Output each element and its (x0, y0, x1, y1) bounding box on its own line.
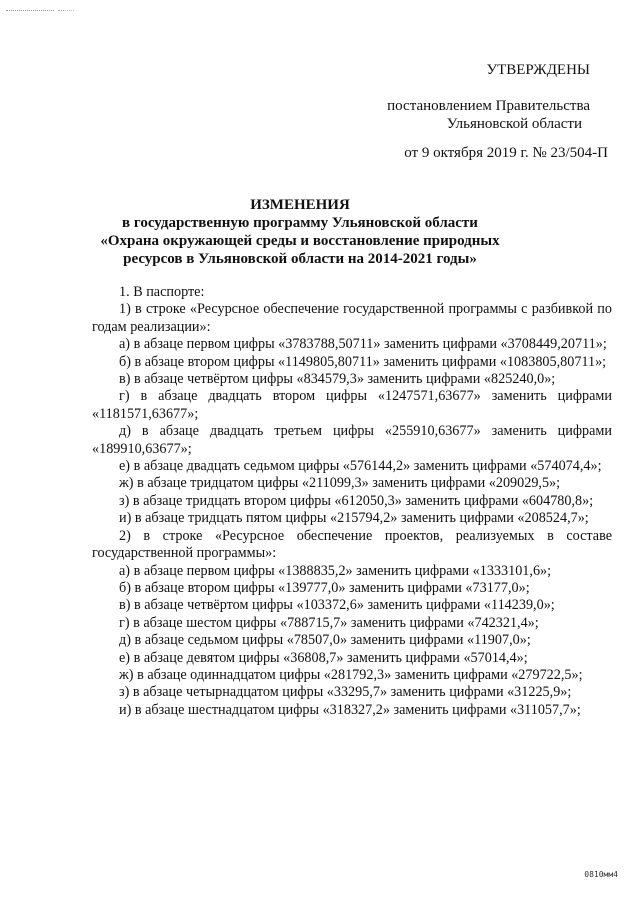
amendment-item: г) в абзаце шестом цифры «788715,7» заменить цифрами «742321,4»; (119, 614, 539, 631)
amendment-item: ж) в абзаце тридцатом цифры «211099,3» заменить цифрами «209029,5»; (119, 475, 561, 492)
document-subtitle-line: «Охрана окружающей среды и восстановление природных (100, 233, 500, 249)
amendment-item: г) в абзаце двадцать втором цифры «1247571,63677» заменить цифрами «1181571,63677»; (92, 388, 612, 422)
subsection-paragraph: 1) в строке «Ресурсное обеспечение государственной программы с разбивкой по годам реализации»: (92, 301, 612, 335)
decree-line-2: Ульяновской области (446, 116, 582, 132)
amendment-item: з) в абзаце четырнадцатом цифры «33295,7» заменить цифрами «31225,9»; (119, 684, 572, 701)
amendment-item: в) в абзаце четвёртом цифры «834579,3» заменить цифрами «825240,0»; (119, 371, 556, 388)
document-subtitle-line: ресурсов в Ульяновской области на 2014-2021 годы» (123, 251, 477, 267)
subsection-paragraph: 2) в строке «Ресурсное обеспечение проектов, реализуемых в составе государственной программы»: (92, 527, 612, 562)
amendment-item: д) в абзаце двадцать третьем цифры «255910,63677» заменить цифрами «189910,63677»; (92, 423, 612, 457)
amendment-item: б) в абзаце втором цифры «139777,0» заменить цифрами «73177,0»; (119, 579, 530, 596)
amendment-item: и) в абзаце шестнадцатом цифры «318327,2» заменить цифрами «311057,7»; (119, 701, 581, 718)
amendment-item: е) в абзаце двадцать седьмом цифры «576144,2» заменить цифрами «574074,4»; (119, 458, 602, 475)
document-code: 0810мм4 (584, 870, 618, 879)
scan-margin-mark (58, 10, 74, 11)
amendment-item: е) в абзаце девятом цифры «36808,7» заменить цифрами «57014,4»; (119, 649, 528, 666)
document-body (92, 284, 612, 719)
amendment-item: б) в абзаце втором цифры «1149805,80711» заменить цифрами «1083805,80711»; (119, 353, 607, 370)
document-subtitle-line: в государственную программу Ульяновской области (122, 215, 478, 231)
amendment-item: з) в абзаце тридцать втором цифры «612050,3» заменить цифрами «604780,8»; (119, 492, 594, 509)
decree-date-number: от 9 октября 2019 г. № 23/504-П (404, 145, 608, 161)
decree-line-1: постановлением Правительства (387, 98, 590, 114)
amendment-item: и) в абзаце тридцать пятом цифры «215794,2» заменить цифрами «208524,7»; (119, 510, 589, 527)
section-heading: 1. В паспорте: (119, 284, 205, 300)
amendment-item: а) в абзаце первом цифры «3783788,50711» заменить цифрами «3708449,20711»; (119, 336, 607, 353)
amendment-item: ж) в абзаце одиннадцатом цифры «281792,3» заменить цифрами «279722,5»; (119, 666, 583, 683)
scan-margin-mark (6, 10, 54, 11)
amendment-item: в) в абзаце четвёртом цифры «103372,6» заменить цифрами «114239,0»; (119, 597, 555, 614)
approved-label: УТВЕРЖДЕНЫ (486, 62, 590, 78)
document-title: ИЗМЕНЕНИЯ (250, 197, 350, 213)
amendment-item: д) в абзаце седьмом цифры «78507,0» заменить цифрами «11907,0»; (119, 632, 531, 649)
amendment-item: а) в абзаце первом цифры «1388835,2» заменить цифрами «1333101,6»; (119, 562, 552, 579)
